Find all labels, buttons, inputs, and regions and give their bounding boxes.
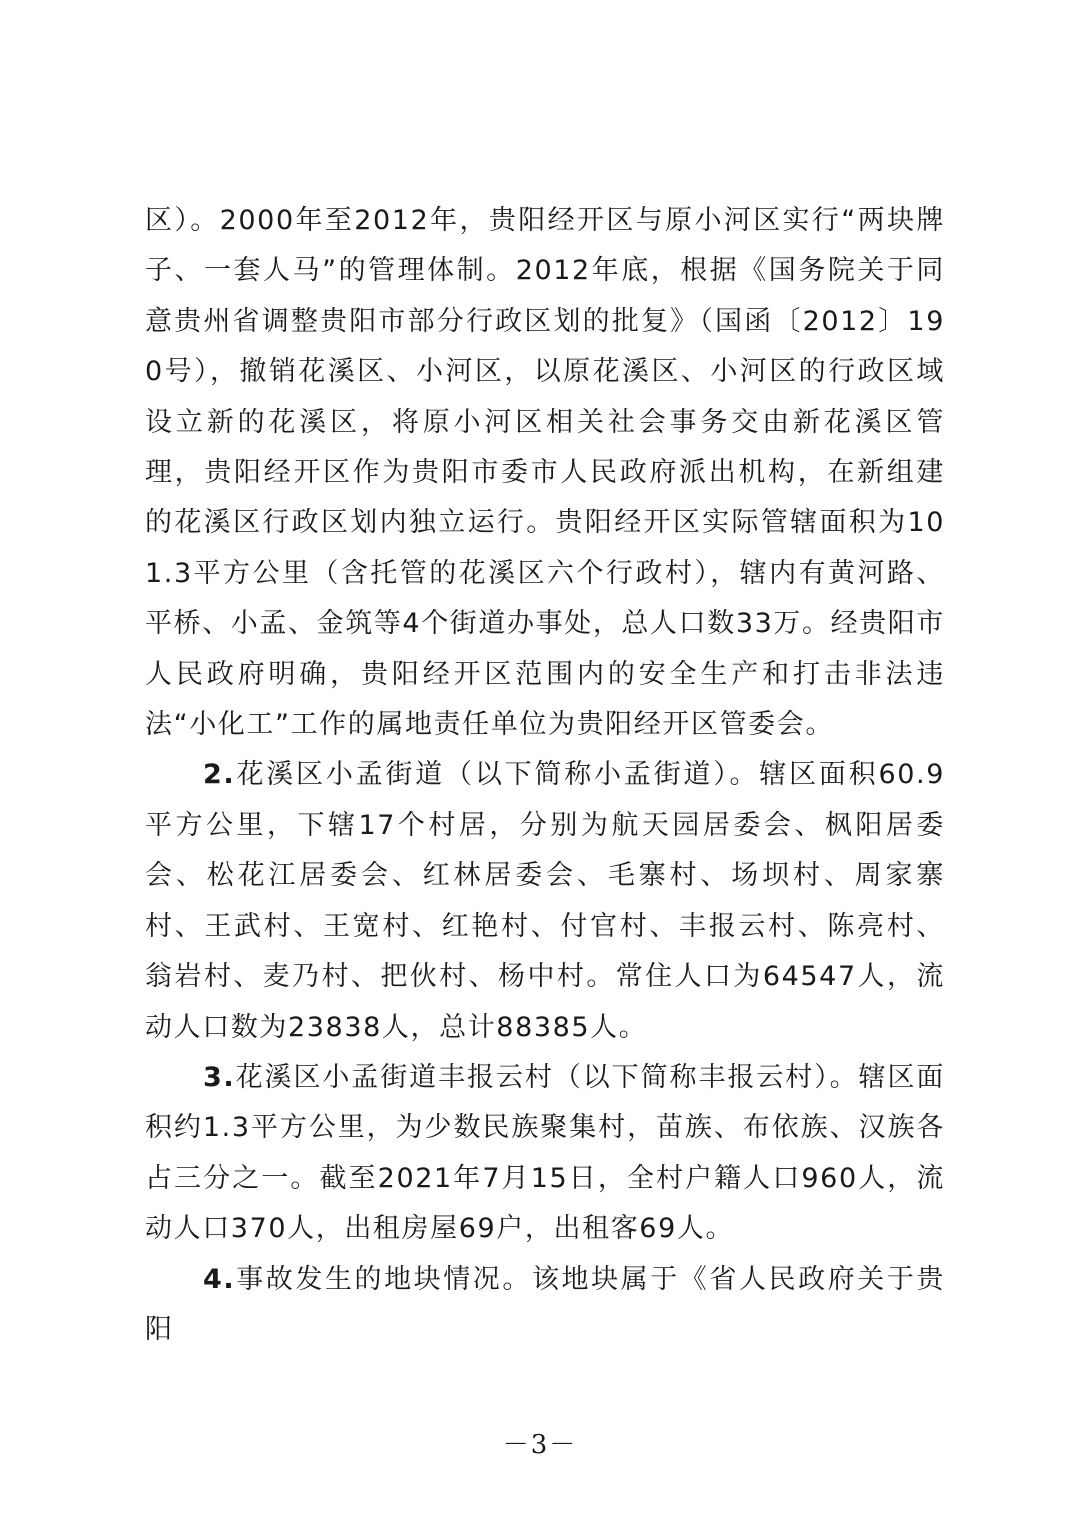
paragraph-3-text: 花溪区小孟街道丰报云村（以下简称丰报云村）。辖区面积约1.3平方公里，为少数民族聚集村，苗族、布依族、汉族各占三分之一。截至2021年7月15日，全村户籍人口960人，流动人口370人，出租房屋69户，出租客69人。: [145, 1061, 945, 1245]
paragraph-2-number: 2.: [203, 759, 236, 791]
paragraph-2: [145, 750, 945, 1052]
paragraph-2-text: 花溪区小孟街道（以下简称小孟街道）。辖区面积60.9平方公里，下辖17个村居，分别为航天园居委会、枫阳居委会、松花江居委会、红林居委会、毛寨村、场坝村、周家寨村、王武村、王宽村、红艳村、付官村、丰报云村、陈亮村、翁岩村、麦乃村、把伙村、杨中村。常住人口为64547人，流动人口数为23838人，总计88385人。: [145, 759, 945, 1043]
paragraph-1: 区）。2000年至2012年，贵阳经开区与原小河区实行“两块牌子、一套人马”的管理体制。2012年底，根据《国务院关于同意贵州省调整贵阳市部分行政区划的批复》（国函〔2012〕190号），撤销花溪区、小河区，以原花溪区、小河区的行政区域设立新的花溪区，将原小河区相关社会事务交由新花溪区管理，贵阳经开区作为贵阳市委市人民政府派出机构，在新组建的花溪区行政区划内独立运行。贵阳经开区实际管辖面积为101.3平方公里（含托管的花溪区六个行政村），辖内有黄河路、平桥、小孟、金筑等4个街道办事处，总人口数33万。经贵阳市人民政府明确，贵阳经开区范围内的安全生产和打击非法违法“小化工”工作的属地责任单位为贵阳经开区管委会。: [145, 205, 945, 741]
document-body: [145, 196, 945, 1355]
paragraph-3-number: 3.: [203, 1061, 236, 1093]
page-number: －3－: [502, 1430, 578, 1460]
paragraph-3: [145, 1053, 945, 1255]
paragraph-4-text: 事故发生的地块情况。该地块属于《省人民政府关于贵阳: [145, 1263, 945, 1345]
paragraph-4: [145, 1255, 945, 1356]
paragraph-4-number: 4.: [203, 1263, 236, 1295]
